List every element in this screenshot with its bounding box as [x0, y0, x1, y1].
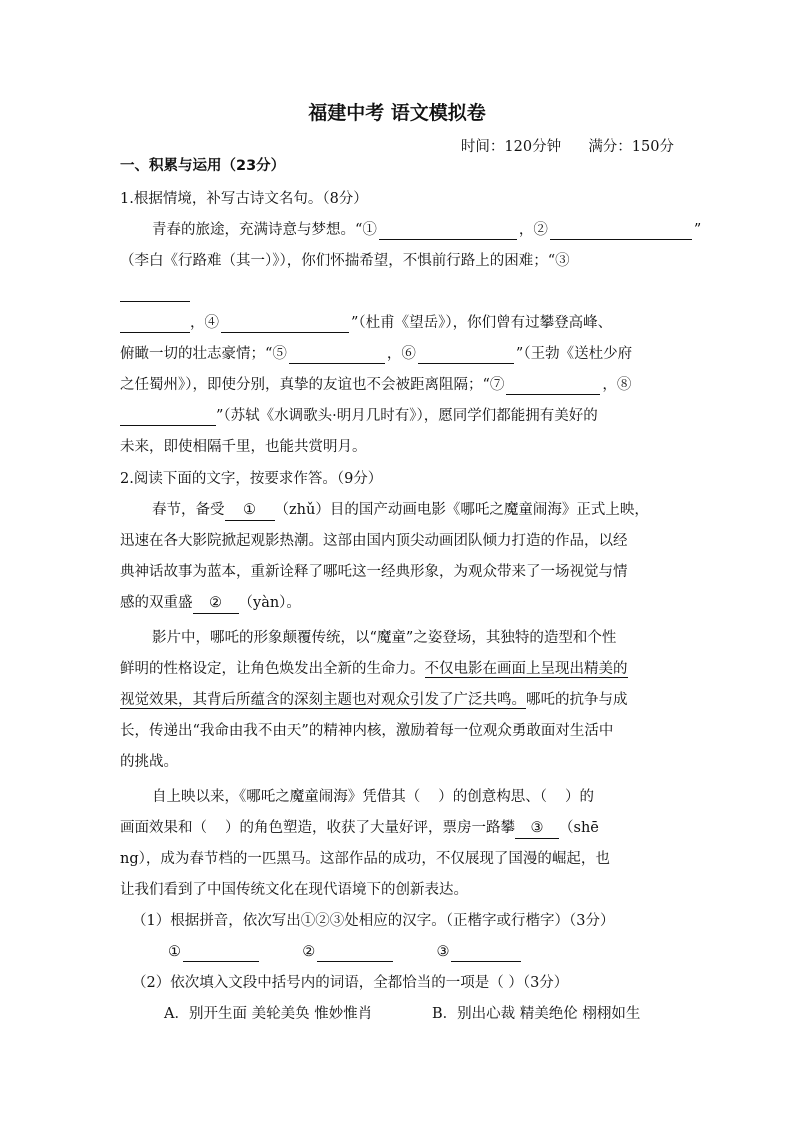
q2-text: ）的创意构思、（: [438, 789, 547, 805]
answer-blank-char-2[interactable]: [317, 945, 393, 962]
q2-text: （yàn）。: [238, 595, 301, 611]
q1-line: [120, 313, 680, 333]
answer-blank-5[interactable]: [289, 347, 385, 364]
question-1-stem: 1.根据情境，补写古诗文名句。（8分）: [120, 191, 368, 207]
answer-blank-3b[interactable]: [120, 316, 190, 333]
q2-text: 感的双重盛: [120, 595, 193, 611]
subquestion-1: （1）根据拼音，依次写出①②③处相应的汉字。（正楷字或行楷字）（3分）: [132, 913, 615, 929]
q2-text: 哪吒的抗争与成: [526, 692, 628, 708]
answer-blank-4[interactable]: [221, 316, 349, 333]
answer-label-3: ③: [436, 944, 450, 960]
q2-line: [120, 818, 680, 839]
pinyin-blank-2[interactable]: ②: [193, 593, 239, 614]
q1-line: 未来，即使相隔千里，也能共赏明月。: [120, 439, 367, 455]
q2-text: ）的角色塑造，收获了大量好评，票房一路攀: [225, 820, 515, 836]
question-2-stem: 2.阅读下面的文字，按要求作答。（9分）: [120, 471, 383, 487]
q2-line: ng），成为春节档的一匹黑马。这部作品的成功，不仅展现了国漫的崛起，也: [120, 851, 610, 867]
q2-line: 长，传递出“我命由我不由天”的精神内核，激励着每一位观众勇敢面对生活中: [120, 723, 614, 739]
q2-text: 自上映以来，《哪吒之魔童闹海》凭借其（: [152, 789, 421, 805]
q2-line: 迅速在各大影院掀起观影热潮。这部由国内顶尖动画团队倾力打造的作品，以经: [120, 533, 628, 549]
q1-line: [120, 375, 680, 395]
q2-line: 影片中，哪吒的形象颠覆传统，以“魔童”之姿登场，其独特的造型和个性: [152, 630, 617, 646]
q2-text: （shē: [559, 820, 599, 836]
q1-text: ，④: [190, 315, 219, 331]
q1-line: [120, 282, 680, 302]
q1-line: [120, 344, 680, 364]
q2-line: [120, 690, 680, 710]
q1-text: ，②: [518, 222, 548, 238]
page-title: 福建中考 语文模拟卷: [308, 102, 486, 124]
answer-blank-char-3[interactable]: [451, 945, 521, 962]
q2-text: 画面效果和（: [120, 820, 207, 836]
answer-blank-char-1[interactable]: [183, 945, 259, 962]
section-heading: 一、积累与运用（23分）: [120, 158, 286, 174]
answer-label-2: ②: [302, 944, 316, 960]
q1-text: ”（苏轼《水调歌头·明月几时有》），愿同学们都能拥有美好的: [216, 408, 598, 424]
q2-text: 春节，备受: [152, 502, 225, 518]
q1-text: 之任蜀州》），即使分别，真挚的友谊也不会被距离阻隔；“⑦: [120, 377, 505, 393]
q1-text: ”: [693, 222, 702, 238]
q2-line: [120, 593, 680, 614]
answer-blank-1[interactable]: [379, 223, 517, 240]
q2-text: 鲜明的性格设定，让角色焕发出全新的生命力。: [120, 661, 425, 677]
q2-line: 典神话故事为蓝本，重新诠释了哪吒这一经典形象，为观众带来了一场视觉与情: [120, 564, 628, 580]
answer-blank-2[interactable]: [550, 223, 692, 240]
answer-blank-8[interactable]: [120, 409, 216, 426]
q1-text: ，⑧: [602, 377, 632, 393]
q1-line: （李白《行路难（其一）》），你们怀揣希望，不惧前行路上的困难；“③: [120, 253, 570, 269]
answer-label-1: ①: [168, 944, 181, 960]
subquestion-2: （2）依次填入文段中括号内的词语，全都恰当的一项是（ ）（3分）: [132, 975, 569, 991]
score-label: 满分：150分: [588, 139, 674, 155]
answer-blank-7[interactable]: [506, 378, 600, 395]
answer-blank-3a[interactable]: [120, 285, 190, 302]
q1-line: [152, 220, 702, 240]
pinyin-blank-3[interactable]: ③: [515, 818, 559, 839]
q1-line: [120, 406, 680, 426]
q1-text: 青春的旅途，充满诗意与梦想。“①: [152, 222, 377, 238]
q2-line: [152, 500, 680, 521]
pinyin-blank-1[interactable]: ①: [225, 500, 275, 521]
q1-text: ，⑥: [386, 346, 416, 362]
q2-line: 的挑战。: [120, 754, 178, 770]
q2-text: ）的: [565, 789, 594, 805]
q2-line: 让我们看到了中国传统文化在现代语境下的创新表达。: [120, 882, 468, 898]
option-a[interactable]: A．别开生面 美轮美奂 惟妙惟肖: [164, 1006, 373, 1022]
q1-text: ”（王勃《送杜少府: [515, 346, 633, 362]
option-b[interactable]: B．别出心裁 精美绝伦 栩栩如生: [432, 1006, 641, 1022]
q2-line: [152, 787, 680, 807]
q2-line: [120, 659, 680, 679]
subquestion-1-blanks: [168, 942, 728, 962]
underlined-sentence: 视觉效果，其背后所蕴含的深刻主题也对观众引发了广泛共鸣。: [120, 692, 526, 708]
q2-text: （zhǔ）目的国产动画电影《哪吒之魔童闹海》正式上映，: [274, 502, 649, 518]
time-label: 时间：120分钟: [460, 139, 562, 155]
q1-text: 俯瞰一切的壮志豪情；“⑤: [120, 346, 287, 362]
answer-blank-6[interactable]: [418, 347, 514, 364]
exam-meta: [461, 135, 674, 156]
underlined-sentence: 不仅电影在画面上呈现出精美的: [424, 661, 628, 677]
q1-text: ”（杜甫《望岳》），你们曾有过攀登高峰、: [351, 315, 613, 331]
